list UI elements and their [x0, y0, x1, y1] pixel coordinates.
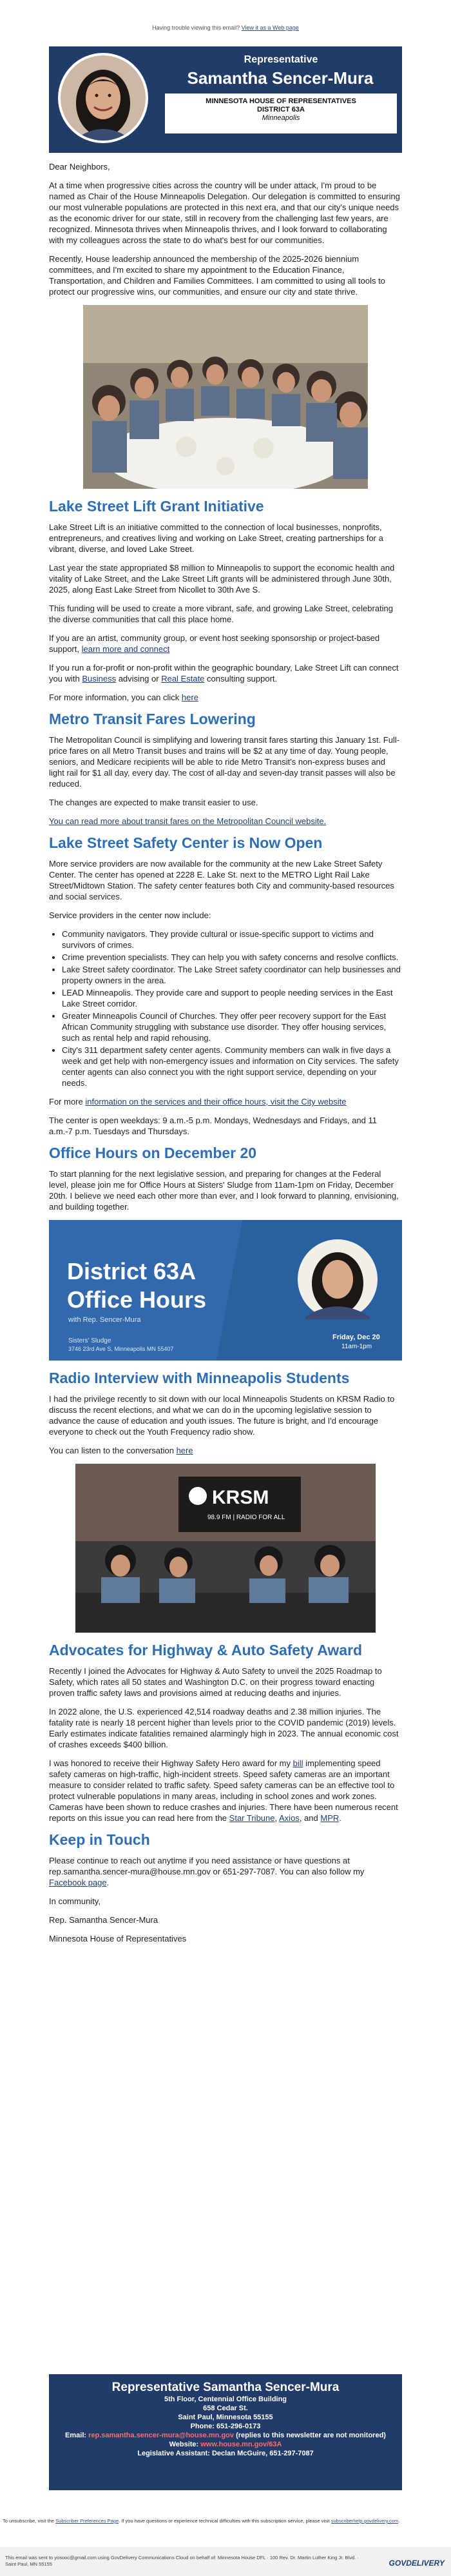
business-link[interactable]: Business: [82, 674, 117, 683]
list-item: • City's 311 department safety center agents. Community members can walk in five days a week and get help with non-emergency issues and information on City services. The safety center agents can also connect you with the right support service, depending on your needs.: [62, 1045, 402, 1088]
lsl-p6-text: For more information, you can click: [49, 693, 180, 702]
govdelivery-logo: GOVDELIVERY: [389, 2559, 445, 2568]
banner-date: Friday, Dec 20: [332, 1333, 380, 1341]
footer-website-link[interactable]: www.house.mn.gov/63A: [200, 2441, 282, 2448]
radio-studio-photo: [75, 1464, 376, 1633]
highway-p3-b: implementing speed safety cameras on high-traffic, high-incident streets. Speed safety cameras are an important measure to consider related to traffic safety. Speed safety cameras can be an effective tool to protect vulnerable populations in many areas, including in school zones and work zones. Cameras have been shown to reduce crashes and injuries. There have been numerous recent reports on this issue you can read here from the: [49, 1758, 398, 1823]
footer-office: 5th Floor, Centennial Office Building: [164, 2395, 287, 2403]
web-page-link[interactable]: View it as a Web page: [241, 25, 299, 31]
banner-place: Sisters' Sludge: [68, 1337, 111, 1344]
radio-paragraph-1: I had the privilege recently to sit down with our local Minneapolis Students on KRSM Radio to discuss the recent elections, and what we can do in the upcoming legislative session to advance the cause of education and youth issues. The future is bright, and I'd encourage everyone to check out the Youth Frequency radio show.: [49, 1394, 395, 1437]
bill-link[interactable]: bill: [293, 1758, 303, 1768]
footer-city: Saint Paul, Minnesota 55155: [178, 2414, 273, 2421]
footer-street: 658 Cedar St.: [203, 2404, 248, 2412]
city-website-link[interactable]: information on the services and their office hours, visit the City website: [85, 1097, 347, 1106]
metro-paragraph-1: The Metropolitan Council is simplifying and lowering transit fares starting this January 1st. Full-price fares on all Metro Transit buses and trains will be $2 at any time of day. Young people, seniors, and Medicare recipients will be able to ride Metro Transit's non-express buses and light rail for $1 all day, every day. The cost of all-day and seven-day transit passes will also be reduced.: [49, 735, 400, 789]
safety-paragraph-2: Service providers in the center now include:: [49, 910, 211, 920]
lsl-paragraph-3: This funding will be used to create a more vibrant, safe, and growing Lake Street, celebrating the diverse communities that call this place home.: [49, 604, 394, 624]
safety-p3-text: For more: [49, 1097, 83, 1106]
lsl-p4-text: If you are an artist, community group, or event host seeking sponsorship or project-based support,: [49, 633, 380, 654]
radio-listen-link[interactable]: here: [176, 1446, 193, 1455]
avatar: [61, 55, 146, 141]
office-hours-paragraph: To start planning for the next legislative session, and preparing for changes at the Federal level, please join me for Office Hours at Sisters' Sludge from 11am-1pm on Friday, December 20th. I believe we need each other more than ever, and I look forward to planning, envisioning, and building together.: [49, 1169, 399, 1212]
banner-time: 11am-1pm: [341, 1343, 372, 1350]
subscriber-preferences-link[interactable]: Subscriber Preferences Page: [55, 2518, 119, 2524]
safety-paragraph-3: [49, 1096, 402, 1107]
list-item: • Community navigators. They provide cultural or issue-specific support to victims and survivors of crimes.: [62, 929, 402, 950]
radio-paragraph-2: [49, 1445, 402, 1456]
newsletter-body: [49, 161, 402, 1952]
highway-paragraph-3: I was honored to receive their Highway Safety Hero award for my bill implementing speed safety cameras on high-traffic, high-incident streets. Speed safety cameras are an important measure to consider related to traffic safety. Speed safety cameras can be an effective tool to protect vulnerable populations in many areas, including in school zones and work zones. Cameras have been shown to reduce crashes and injuries. There have been numerous recent reports on this issue you can read here from the Star Tribune, Axios, and MPR.: [49, 1758, 398, 1823]
service-provider-list: [49, 929, 402, 1088]
subscriber-help-link[interactable]: subscriberhelp.govdelivery.com: [331, 2518, 399, 2524]
representative-portrait: [61, 55, 146, 141]
krsm-logo-text: KRSM: [212, 1487, 269, 1508]
lsl-paragraph-2: Last year the state appropriated $8 million to Minneapolis to support the economic health and vitality of Lake Street, and the Lake Street Lift grants will be administered through June 30th, 2025, along East Lake Street from Nicollet to 30th Ave S.: [49, 563, 395, 595]
top-note: [0, 25, 451, 31]
touch-p1-text: Please continue to reach out anytime if you need assistance or have questions at rep.samantha.sencer-mura@house.mn.gov or 651-297-7087. You can also follow my: [49, 1856, 365, 1876]
office-hours-heading: Office Hours on December 20: [49, 1145, 257, 1161]
radio-p2-text: You can listen to the conversation: [49, 1446, 174, 1455]
metro-council-link[interactable]: You can read more about transit fares on the Metropolitan Council website.: [49, 816, 327, 826]
intro-paragraph-1: At a time when progressive cities across the country will be under attack, I'm proud to be named as Chair of the House Minneapolis Delegation. Our delegation is committed to ensuring our most vulnerable populations are protected in this next era, and that our city's unique needs as the economic driver for our state, still in recovery from the challenging last few years, are recognized. Minnesota thrives when Minneapolis thrives, and I look forward to collaborating with my colleagues across the state to do what's best for our communities.: [49, 181, 400, 245]
header-district-band: [165, 93, 397, 133]
footer-email-label: Email:: [65, 2432, 87, 2439]
axios-link[interactable]: Axios: [279, 1813, 300, 1823]
unsub-text-b: . If you have questions or experience technical difficulties with this subscription service, please visit: [119, 2518, 330, 2524]
delivery-footer: [0, 2547, 451, 2576]
highway-heading: Advocates for Highway & Auto Safety Award: [49, 1642, 363, 1658]
footer-email-note: (replies to this newsletter are not monitored): [236, 2432, 386, 2439]
greeting: Dear Neighbors,: [49, 162, 110, 172]
avatar-frame: [58, 53, 148, 143]
signature-1: Rep. Samantha Sencer-Mura: [49, 1915, 158, 1925]
safety-paragraph-1: More service providers are now available for the community at the new Lake Street Safety Center. The center has opened at 2228 E. Lake St. next to the METRO Light Rail Lake Street/Midtown Station. The safety center features both City and community-based resources and social services.: [49, 859, 394, 901]
top-note-text: Having trouble viewing this email?: [152, 25, 240, 31]
header-name: Samantha Sencer-Mura: [187, 68, 374, 88]
footer-website-label: Website:: [169, 2441, 199, 2448]
signature-2: Minnesota House of Representatives: [49, 1934, 187, 1943]
lsl-paragraph-4: [49, 633, 402, 654]
highway-p3-a: I was honored to receive their Highway Safety Hero award for my: [49, 1758, 291, 1768]
lsl-info-link[interactable]: here: [181, 693, 198, 702]
list-item: • Lake Street safety coordinator. The Lake Street safety coordinator can help businesses and property owners in the area.: [62, 964, 402, 986]
star-tribune-link[interactable]: Star Tribune: [229, 1813, 275, 1823]
intro-paragraph-2: Recently, House leadership announced the membership of the 2025-2026 biennium committees, and I'm excited to share my appointment to the Education Finance, Transportation, and Children and Families Committees. I am committed to using all tools to protect our progressive wins, our communities, and ensure our city and state thrive.: [49, 254, 385, 297]
krsm-subtext: 98.9 FM | RADIO FOR ALL: [207, 1514, 285, 1521]
footer-phone: Phone: 651-296-0173: [190, 2423, 261, 2430]
lsl-paragraph-5: [49, 662, 402, 684]
lake-street-lift-heading: Lake Street Lift Grant Initiative: [49, 498, 264, 515]
banner-address: 3746 23rd Ave S, Minneapolis MN 55407: [68, 1346, 174, 1352]
list-item: • LEAD Minneapolis. They provide care and support to people needing services in the East Lake Street corridor.: [62, 987, 402, 1009]
safety-paragraph-4: The center is open weekdays: 9 a.m.-5 p.m. Mondays, Wednesdays and Fridays, and 11 a.m.-7 p.m. Tuesdays and Thursdays.: [49, 1116, 377, 1136]
list-item: • Greater Minneapolis Council of Churches. They offer peer recovery support for the East African Community struggling with substance use disorder. They offer housing services, such as rental help and rapid rehousing.: [62, 1010, 402, 1043]
unsub-text-a: To unsubscribe, visit the: [3, 2518, 55, 2524]
safety-center-heading: Lake Street Safety Center is Now Open: [49, 834, 323, 851]
lsl-paragraph-1: Lake Street Lift is an initiative committed to the connection of local businesses, nonprofits, entrepreneurs, and creatives living and working on Lake Street, creating partnerships for a vibrant, diverse, and loved Lake Street.: [49, 522, 383, 554]
metro-paragraph-2: The changes are expected to make transit easier to use.: [49, 798, 258, 807]
learn-more-link[interactable]: learn more and connect: [81, 644, 170, 654]
lsl-paragraph-6: [49, 692, 402, 703]
list-item: • Crime prevention specialists. They can help you with safety concerns and resolve conflicts.: [62, 952, 402, 963]
office-hours-banner: [49, 1220, 402, 1361]
touch-paragraph-1: Please continue to reach out anytime if you need assistance or have questions at rep.samantha.sencer-mura@house.mn.gov or 651-297-7087. You can also follow my Facebook page.: [49, 1856, 365, 1887]
lsl-p5-b: advising or: [118, 674, 159, 683]
highway-paragraph-1: Recently I joined the Advocates for Highway & Auto Safety to unveil the 2025 Roadmap to Safety, which rates all 50 states and Washington D.C. on their progress toward enacting proven traffic safety laws and provisions aimed at reducing deaths and injuries.: [49, 1666, 382, 1698]
highway-paragraph-2: In 2022 alone, the U.S. experienced 42,514 roadway deaths and 2.38 million injuries. The fatality rate is nearly 18 percent higher than levels prior to the COVID pandemic (2019) levels. Early estimates indicate fatalities remained alarmingly high in 2023. The annual economic cost of crashes exceeds $400 billion.: [49, 1707, 399, 1749]
unsubscribe-note: To unsubscribe, visit the Subscriber Preferences Page. If you have questions or experience technical difficulties with this subscription service, please visit subscriberhelp.govdelivery.com.: [3, 2518, 400, 2524]
metro-paragraph-3: [49, 816, 402, 827]
dinner-group-photo: [83, 305, 368, 489]
header-line-1: MINNESOTA HOUSE OF REPRESENTATIVES: [206, 97, 356, 105]
contact-footer: [49, 2374, 402, 2490]
footer-website-line: [49, 2440, 402, 2449]
banner-title-2: Office Hours: [67, 1286, 207, 1313]
lsl-p5-c: consulting support.: [207, 674, 278, 683]
highway-p3-c: and: [304, 1813, 318, 1823]
facebook-link[interactable]: Facebook page: [49, 1878, 107, 1887]
banner-title-1: District 63A: [67, 1258, 197, 1284]
footer-email-line: [49, 2431, 402, 2440]
radio-heading: Radio Interview with Minneapolis Students: [49, 1370, 350, 1386]
header-role: Representative: [244, 54, 318, 65]
closing: In community,: [49, 1896, 101, 1906]
lsl-p5-a: If you run a for-profit or non-profit within the geographic boundary, Lake Street Lift can connect you with: [49, 663, 399, 683]
mpr-link[interactable]: MPR: [320, 1813, 340, 1823]
metro-transit-heading: Metro Transit Fares Lowering: [49, 711, 256, 727]
banner-with: with Rep. Sencer-Mura: [68, 1316, 141, 1324]
header-line-3: Minneapolis: [262, 114, 300, 122]
header-line-2: DISTRICT 63A: [257, 106, 305, 113]
footer-email-link[interactable]: rep.samantha.sencer-mura@house.mn.gov: [88, 2432, 235, 2439]
newsletter-header: [49, 46, 402, 153]
delivery-info: This email was sent to yosooc@gmail.com using GovDelivery Communications Cloud on behalf of: Minnesota House DFL · 100 Rev. Dr. Martin Luther King Jr. Blvd. · Saint Paul, MN 55155: [5, 2555, 359, 2567]
footer-assistant: Legislative Assistant: Declan McGuire, 651-297-7087: [137, 2450, 314, 2457]
real-estate-link[interactable]: Real Estate: [161, 674, 205, 683]
footer-name: Representative Samantha Sencer-Mura: [111, 2381, 340, 2394]
keep-in-touch-heading: Keep in Touch: [49, 1831, 150, 1848]
